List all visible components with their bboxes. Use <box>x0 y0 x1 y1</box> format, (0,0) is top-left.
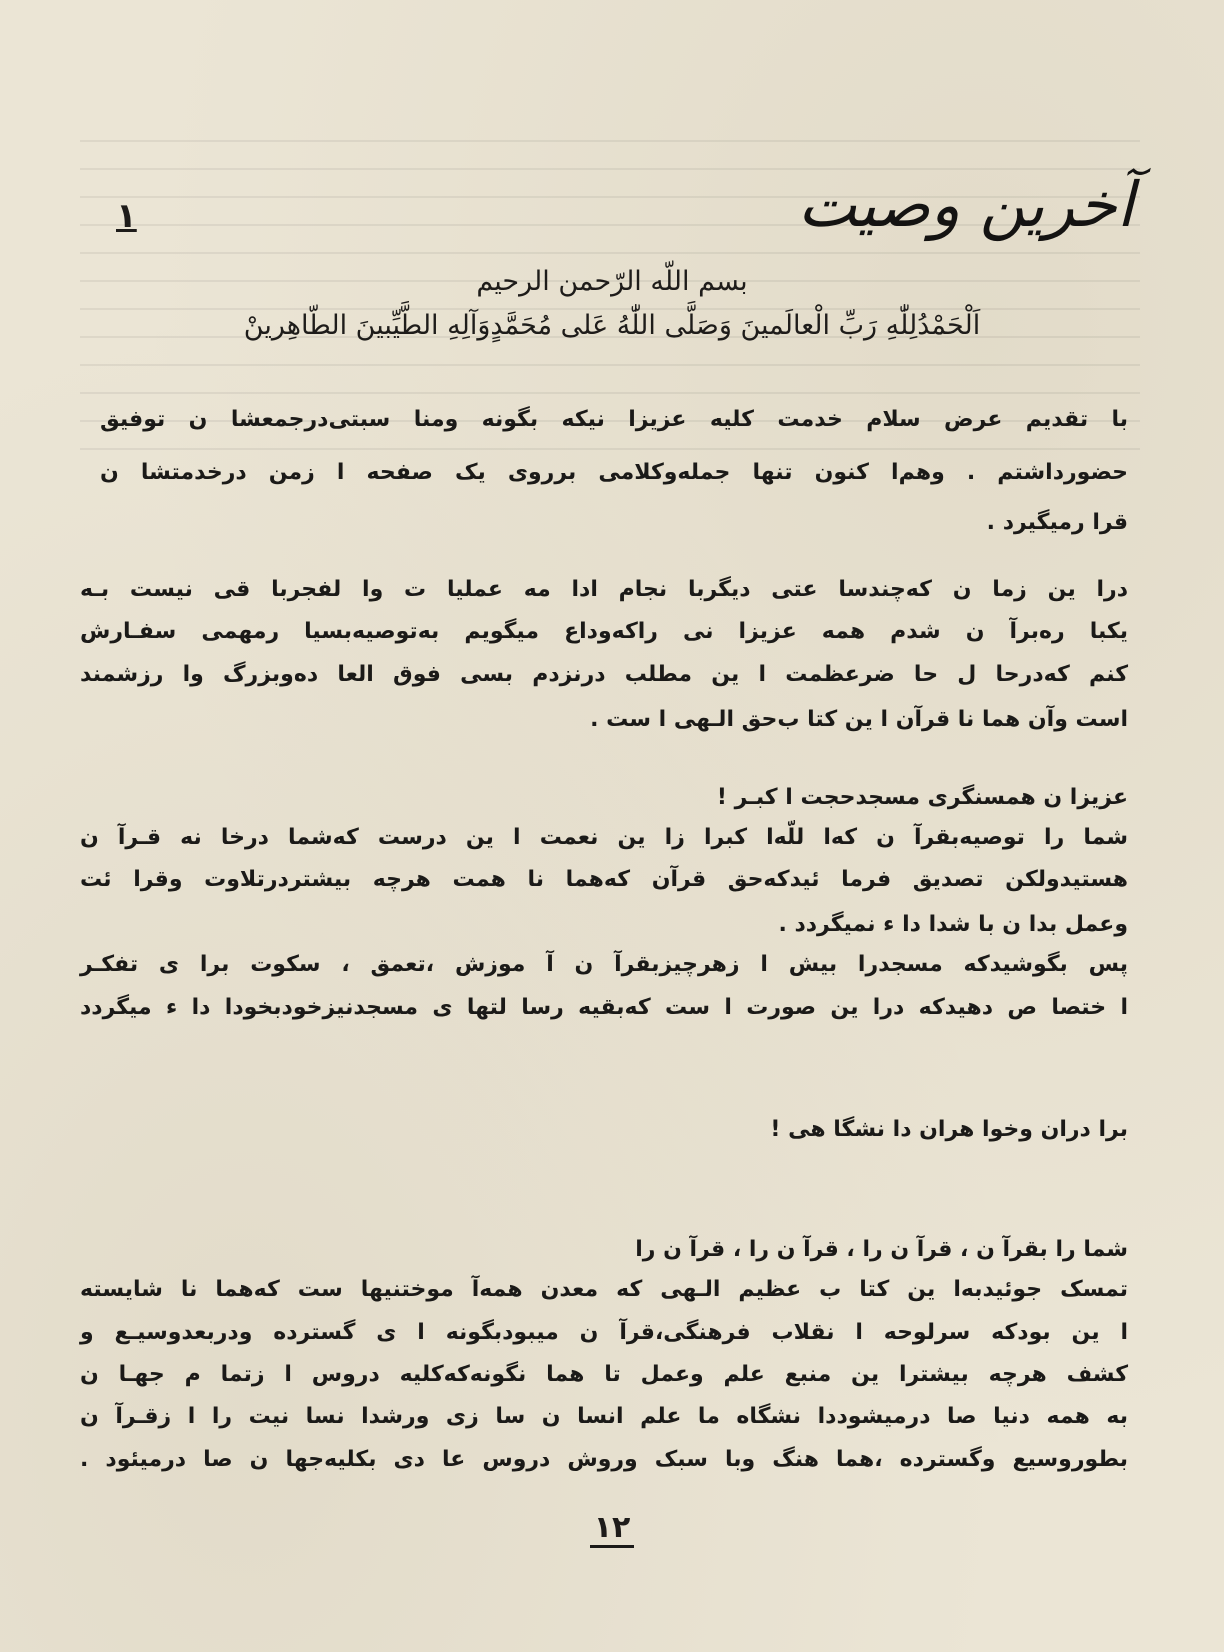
para3-line-3: هستیدولکن تصدیق فرما ئیدکه‌حق قرآن که‌هما نا همت هرچه بیشتردرتلاوت وقرا ئت <box>80 867 1128 892</box>
hamd-line: اَلْحَمْدُلِلّٰهِ رَبِّ الْعالَمینَ وَصَلَّی اللّٰهُ عَلی مُحَمَّدٍوَآلِهِ الطَّیِّبینَ الطّاهِرینْ <box>243 310 981 341</box>
para2-line-4: است وآن هما نا قرآن ا ین کتا ب‌حق الـهی ا ست . <box>590 707 1128 732</box>
para3-heading: عزیزا ن همسنگری مسجدحجت ا کبـر ! <box>716 785 1128 810</box>
page-number <box>0 1510 1224 1545</box>
para3-line-6: ا ختصا ص دهیدکه درا ین صورت ا ست که‌بقیه رسا لتها ی مسجدنیزخودبخودا دا ء میگردد <box>80 995 1128 1020</box>
para1-line-3: قرا رمیگیرد . <box>986 510 1128 535</box>
para2-line-3: کنم که‌درحا ل حا ضرعظمت ا ین مطلب درنزدم بسی فوق العا ده‌وبزرگ وا رزشمند <box>80 662 1128 687</box>
bismillah-line: بسم اللّه الرّحمن الرحیم <box>476 266 748 297</box>
para5-line-1: شما را بقرآ ن ، قرآ ن را ، قرآ ن را ، قرآ ن را <box>635 1237 1128 1262</box>
para3-line-5: پس بگوشیدکه مسجدرا بیش ا زهرچیزبقرآ ن آ موزش ،تعمق ، سکوت برا ی تفکـر <box>80 952 1128 977</box>
para5-line-2: تمسک جوئیدبه‌ا ین کتا ب عظیم الـهی که معدن همه‌آ موختنیها ست که‌هما نا شایسته <box>80 1277 1128 1302</box>
para5-line-5: به همه دنیا صا درمیشوددا نشگاه ما علم انسا ن سا زی ورشدا نسا نیت را ا زقـرآ ن <box>80 1404 1128 1429</box>
para5-line-6: بطوروسیع وگسترده ،هما هنگ وبا سبک وروش دروس عا دی بکلیه‌جها ن صا درمیئود . <box>80 1447 1128 1472</box>
page-title: آخرین وصیت <box>797 168 1134 241</box>
para3-line-4: وعمل بدا ن با شدا دا ء نمیگردد . <box>778 912 1128 937</box>
para4-heading: برا دران وخوا هران دا نشگا هی ! <box>770 1117 1128 1142</box>
opening-invocation <box>0 260 1224 348</box>
chapter-number: ۱ <box>116 196 137 236</box>
para5-line-4: کشف هرچه بیشترا ین منبع علم وعمل تا هما نگونه‌که‌کلیه دروس ا زتما م جهـا ن <box>80 1362 1128 1387</box>
para5-line-3: ا ین بودکه سرلوحه ا نقلاب فرهنگی،قرآ ن میبودبگونه ا ی گسترده ودربعدوسیـع و <box>80 1320 1128 1345</box>
para2-line-2: یکبا ره‌برآ ن شدم همه عزیزا نی راکه‌وداع میگویم به‌توصیه‌بسیا رمهمی سفـارش <box>80 619 1128 644</box>
page-number-text: ۱۲ <box>590 1510 635 1548</box>
para1-line-1: با تقدیم عرض سلام خدمت کلیه عزیزا نیکه بگونه ومنا سبتی‌درجمعشا ن توفیق <box>100 407 1128 432</box>
para1-line-2: حضورداشتم . وهم‌ا کنون تنها جمله‌وکلامی برروی یک صفحه ا زمن درخدمتشا ن <box>100 460 1128 485</box>
para2-line-1: درا ین زما ن که‌چندسا عتی دیگربا نجام ادا مه عملیا ت وا لفجربا قی نیست بـه <box>80 577 1128 602</box>
para3-line-2: شما را توصیه‌بقرآ ن که‌ا للّه‌ا کبرا زا ین نعمت ا ین درست که‌شما درخا نه قـرآ ن <box>80 825 1128 850</box>
